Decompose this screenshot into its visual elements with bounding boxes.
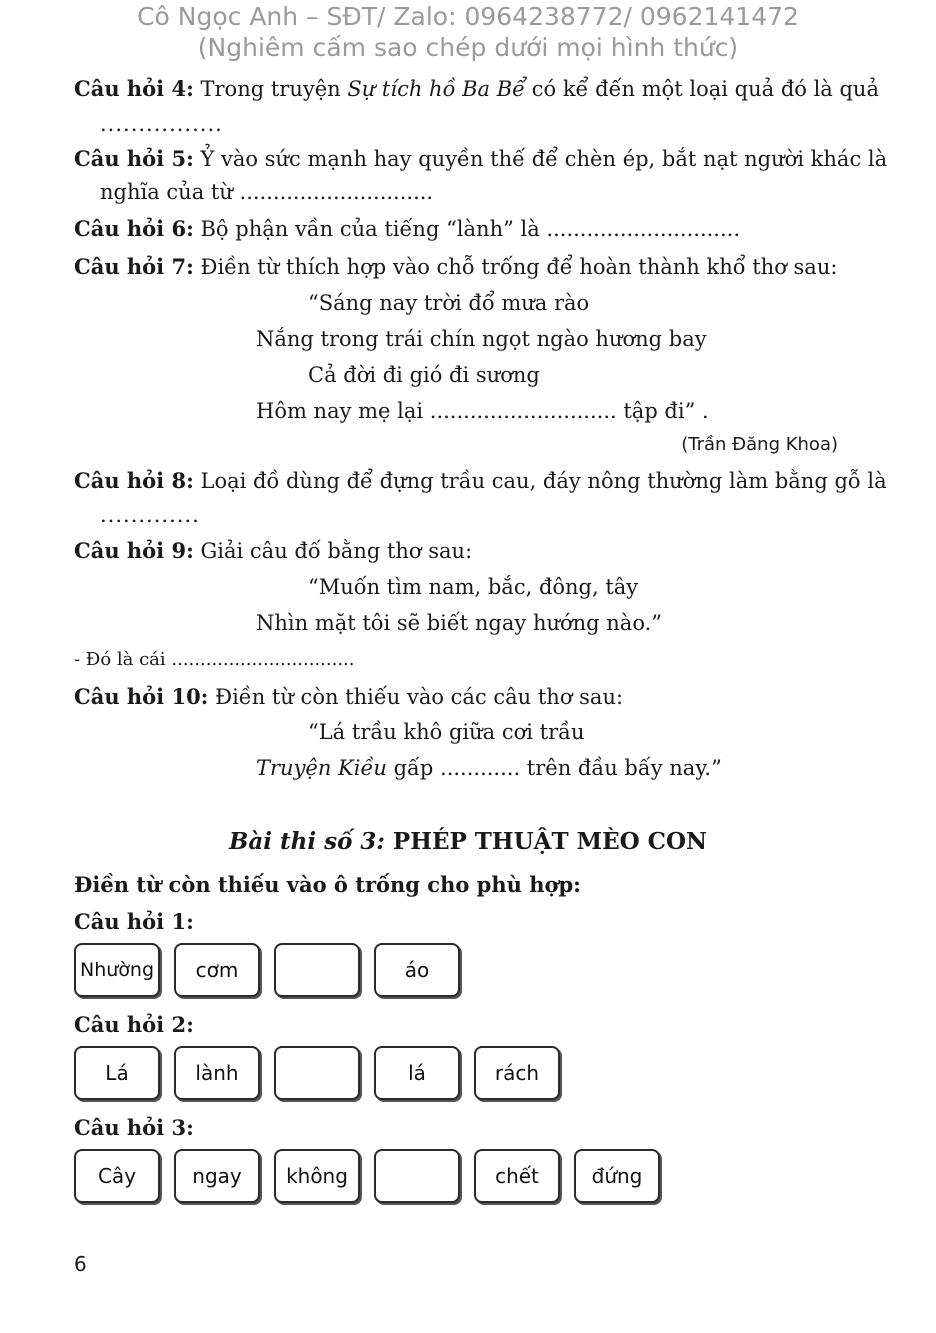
- question-10: [74, 684, 623, 709]
- word-box: Lá: [74, 1046, 160, 1100]
- word-box: cơm: [174, 943, 260, 997]
- poem-credit: (Trần Đăng Khoa): [681, 434, 838, 455]
- question-4: [74, 76, 879, 101]
- word-box: không: [274, 1149, 360, 1203]
- box-question-2-label: Câu hỏi 2:: [74, 1012, 194, 1037]
- word-box: ngay: [174, 1149, 260, 1203]
- empty-answer-box[interactable]: [274, 1046, 360, 1100]
- question-5-text: Ỷ vào sức mạnh hay quyền thế để chèn ép, bắt nạt người khác là: [193, 147, 888, 171]
- section-title: [0, 828, 936, 855]
- word-box: chết: [474, 1149, 560, 1203]
- question-9-label: Câu hỏi 9:: [74, 538, 194, 563]
- poem-line: “Sáng nay trời đổ mưa rào: [308, 291, 590, 315]
- word-box: đứng: [574, 1149, 660, 1203]
- poem-line: “Lá trầu khô giữa cơi trầu: [308, 720, 585, 744]
- question-4-story-title: Sự tích hồ Ba Bể: [347, 77, 526, 101]
- poem-line: Hôm nay mẹ lại ............................ tập đi” .: [256, 399, 709, 423]
- question-5-text-2: nghĩa của từ .............................: [100, 180, 434, 204]
- question-4-text-2: có kể đến một loại quả đó là quả: [525, 77, 879, 101]
- empty-answer-box[interactable]: [374, 1149, 460, 1203]
- question-7-text: Điền từ thích hợp vào chỗ trống để hoàn thành khổ thơ sau:: [193, 255, 838, 279]
- question-10-label: Câu hỏi 10:: [74, 684, 209, 709]
- empty-answer-box[interactable]: [274, 943, 360, 997]
- poem-line-2: [256, 756, 722, 780]
- word-box: lành: [174, 1046, 260, 1100]
- question-9-text: Giải câu đố bằng thơ sau:: [193, 539, 473, 563]
- poem-line: Cả đời đi gió đi sương: [308, 363, 540, 387]
- watermark-line-2: (Nghiêm cấm sao chép dưới mọi hình thức): [197, 33, 739, 62]
- question-4-blank: ................: [100, 112, 223, 136]
- riddle-line: “Muốn tìm nam, bắc, đông, tây: [308, 575, 639, 599]
- question-9: [74, 538, 472, 563]
- section-title-italic: Bài thi số 3:: [228, 828, 385, 855]
- riddle-line: Nhìn mặt tôi sẽ biết ngay hướng nào.”: [256, 611, 663, 635]
- word-box: Nhường: [74, 943, 160, 997]
- word-box: Cây: [74, 1149, 160, 1203]
- question-8-label: Câu hỏi 8:: [74, 468, 194, 493]
- box-row-1: [74, 943, 460, 997]
- question-6-text: Bộ phận vần của tiếng “lành” là .............................: [193, 217, 741, 241]
- question-8: [74, 468, 887, 493]
- watermark-line-1: Cô Ngọc Anh – SĐT/ Zalo: 0964238772/ 0962141472: [137, 2, 799, 31]
- box-question-3-label: Câu hỏi 3:: [74, 1115, 194, 1140]
- question-7: [74, 254, 837, 279]
- question-4-label: Câu hỏi 4:: [74, 76, 194, 101]
- question-9-answer: - Đó là cái ................................: [74, 649, 355, 670]
- poem-line: Nắng trong trái chín ngọt ngào hương bay: [256, 327, 707, 351]
- box-row-3: [74, 1149, 660, 1203]
- question-8-text: Loại đồ dùng để đựng trầu cau, đáy nông thường làm bằng gỗ là: [193, 469, 887, 493]
- question-6: [74, 216, 740, 241]
- box-question-1-label: Câu hỏi 1:: [74, 909, 194, 934]
- question-5: [74, 146, 887, 171]
- word-box: rách: [474, 1046, 560, 1100]
- word-box: áo: [374, 943, 460, 997]
- question-5-label: Câu hỏi 5:: [74, 146, 194, 171]
- question-7-label: Câu hỏi 7:: [74, 254, 194, 279]
- section-title-rest: PHÉP THUẬT MÈO CON: [384, 828, 708, 855]
- question-6-label: Câu hỏi 6:: [74, 216, 194, 241]
- question-4-text-1: Trong truyện: [193, 77, 348, 101]
- section-instruction: Điền từ còn thiếu vào ô trống cho phù hợp:: [74, 872, 581, 897]
- box-row-2: [74, 1046, 560, 1100]
- question-10-text: Điền từ còn thiếu vào các câu thơ sau:: [208, 685, 624, 709]
- word-box: lá: [374, 1046, 460, 1100]
- page-number: 6: [74, 1252, 87, 1276]
- question-8-blank: .............: [100, 503, 200, 527]
- poem-book-title: Truyện Kiều: [256, 756, 387, 780]
- poem-line-rest: gấp ............ trên đầu bấy nay.”: [386, 756, 722, 780]
